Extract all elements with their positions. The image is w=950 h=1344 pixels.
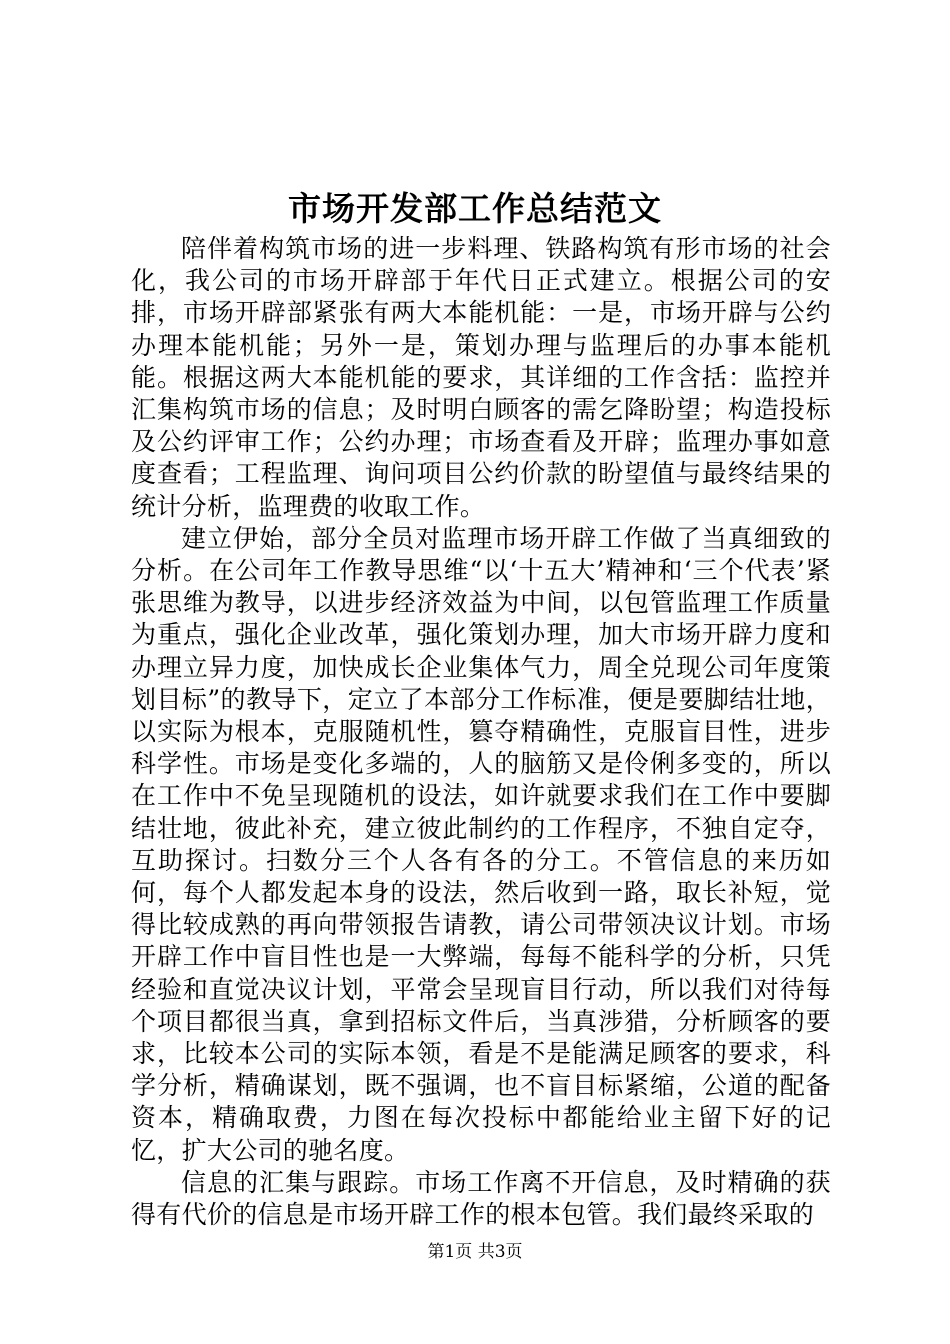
document-title: 市场开发部工作总结范文 [288, 189, 662, 228]
paragraph: 建立伊始，部分全员对监理市场开辟工作做了当真细致的分析。在公司年工作教导思维“以‘十五大’精神和‘三个代表’紧张思维为教导，以进步经济效益为中间，以包管监理工作质量为重点，强化企业改革，强化策划办理，加大市场开辟力度和办理立异力度，加快成长企业集体气力，周全兑现公司年度策划目标”的教导下，定立了本部分工作标准，便是要脚结壮地，以实际为根本，克服随机性，篡夺精确性，克服盲目性，进步科学性。市场是变化多端的，人的脑筋又是伶俐多变的，所以在工作中不免呈现随机的设法，如许就要求我们在工作中要脚结壮地，彼此补充，建立彼此制约的工作程序，不独自定夺，互助探讨。扫数分三个人各有各的分工。不管信息的来历如何，每个人都发起本身的设法，然后收到一路，取长补短，觉得比较成熟的再向带领报告请教，请公司带领决议计划。市场开辟工作中盲目性也是一大弊端，每每不能科学的分析，只凭经验和直觉决议计划，平常会呈现盲目行动，所以我们对待每个项目都很当真，拿到招标文件后，当真涉猎，分析顾客的要求，比较本公司的实际本领，看是不是能满足顾客的要求，科学分析，精确谋划，既不强调，也不盲目标紧缩，公道的配备资本，精确取费，力图在每次投标中都能给业主留下好的记忆，扩大公司的驰名度。 [131, 523, 831, 1165]
paragraph: 陪伴着构筑市场的进一步料理、铁路构筑有形市场的社会化，我公司的市场开辟部于年代日正式建立。根据公司的安排，市场开辟部紧张有两大本能机能：一是，市场开辟与公约办理本能机能；另外一是，策划办理与监理后的办事本能机能。根据这两大本能机能的要求，其详细的工作含括：监控并汇集构筑市场的信息；及时明白顾客的需乞降盼望；构造投标及公约评审工作；公约办理；市场查看及开辟；监理办事如意度查看；工程监理、询问项目公约价款的盼望值与最终结果的统计分析，监理费的收取工作。 [131, 234, 831, 521]
paragraph: 信息的汇集与跟踪。市场工作离不开信息，及时精确的获得有代价的信息是市场开辟工作的根本包管。我们最终采取的 [131, 1167, 831, 1230]
page-number-footer: 第1页 共3页 [427, 1242, 523, 1262]
document-body [131, 233, 831, 1231]
